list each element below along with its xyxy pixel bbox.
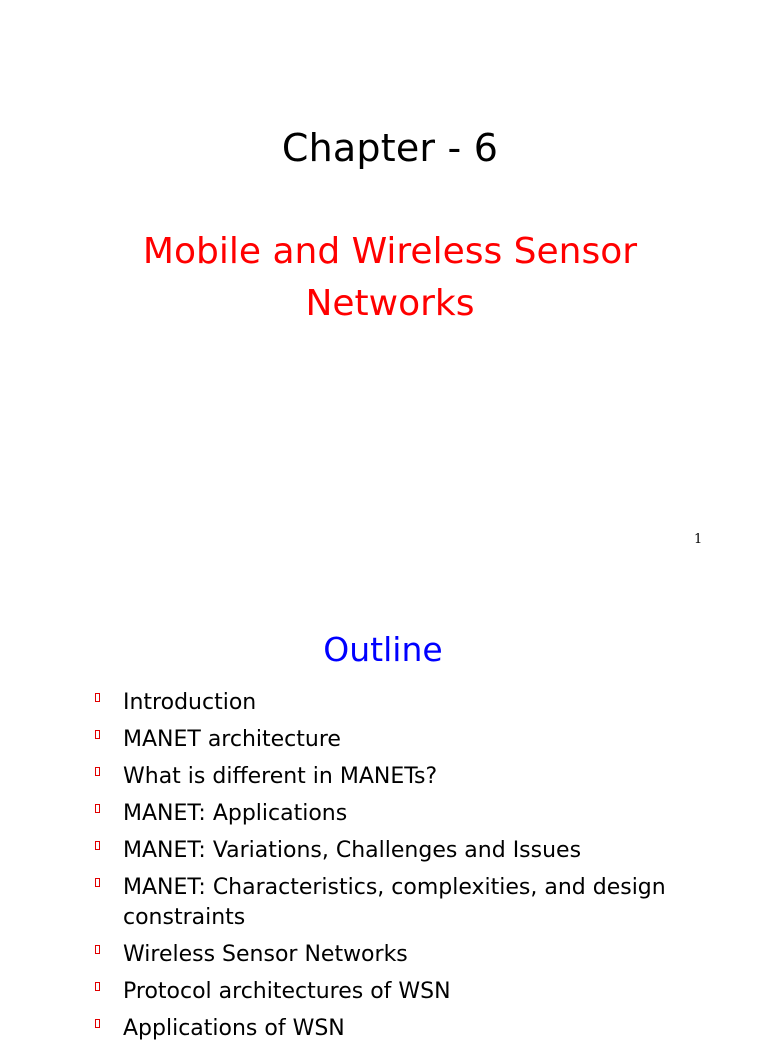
subtitle-line-2: Networks <box>305 283 475 324</box>
list-item-label: MANET: Variations, Challenges and Issues <box>123 838 582 863</box>
subtitle-line-1: Mobile and Wireless Sensor <box>142 231 638 272</box>
outline-list <box>0 688 713 1051</box>
list-item <box>0 940 713 970</box>
chapter-subtitle <box>0 226 780 330</box>
square-bullet-icon <box>95 945 100 954</box>
list-item <box>0 977 713 1007</box>
list-item-label: MANET: Characteristics, complexities, and design constraints <box>123 875 666 930</box>
list-item <box>0 1014 713 1044</box>
list-item-label: Introduction <box>123 690 257 715</box>
list-item <box>0 762 713 792</box>
list-item-label: MANET architecture <box>123 727 341 752</box>
square-bullet-icon <box>95 730 100 739</box>
list-item <box>0 725 713 755</box>
list-item-label: Wireless Sensor Networks <box>123 942 408 967</box>
list-item-label: Protocol architectures of WSN <box>123 979 451 1004</box>
square-bullet-icon <box>95 804 100 813</box>
list-item <box>0 836 713 866</box>
square-bullet-icon <box>95 982 100 991</box>
page-number: 1 <box>694 532 703 547</box>
square-bullet-icon <box>95 1019 100 1028</box>
list-item-label: What is different in MANETs? <box>123 764 438 789</box>
chapter-title: Chapter - 6 <box>281 126 499 170</box>
list-item-label: MANET: Applications <box>123 801 348 826</box>
square-bullet-icon <box>95 693 100 702</box>
list-item <box>0 688 713 718</box>
list-item <box>0 873 713 933</box>
list-item <box>0 799 713 829</box>
square-bullet-icon <box>95 767 100 776</box>
square-bullet-icon <box>95 841 100 850</box>
outline-title: Outline <box>323 630 443 669</box>
square-bullet-icon <box>95 878 100 887</box>
list-item-label: Applications of WSN <box>123 1016 345 1041</box>
outline-slide <box>0 576 768 1041</box>
